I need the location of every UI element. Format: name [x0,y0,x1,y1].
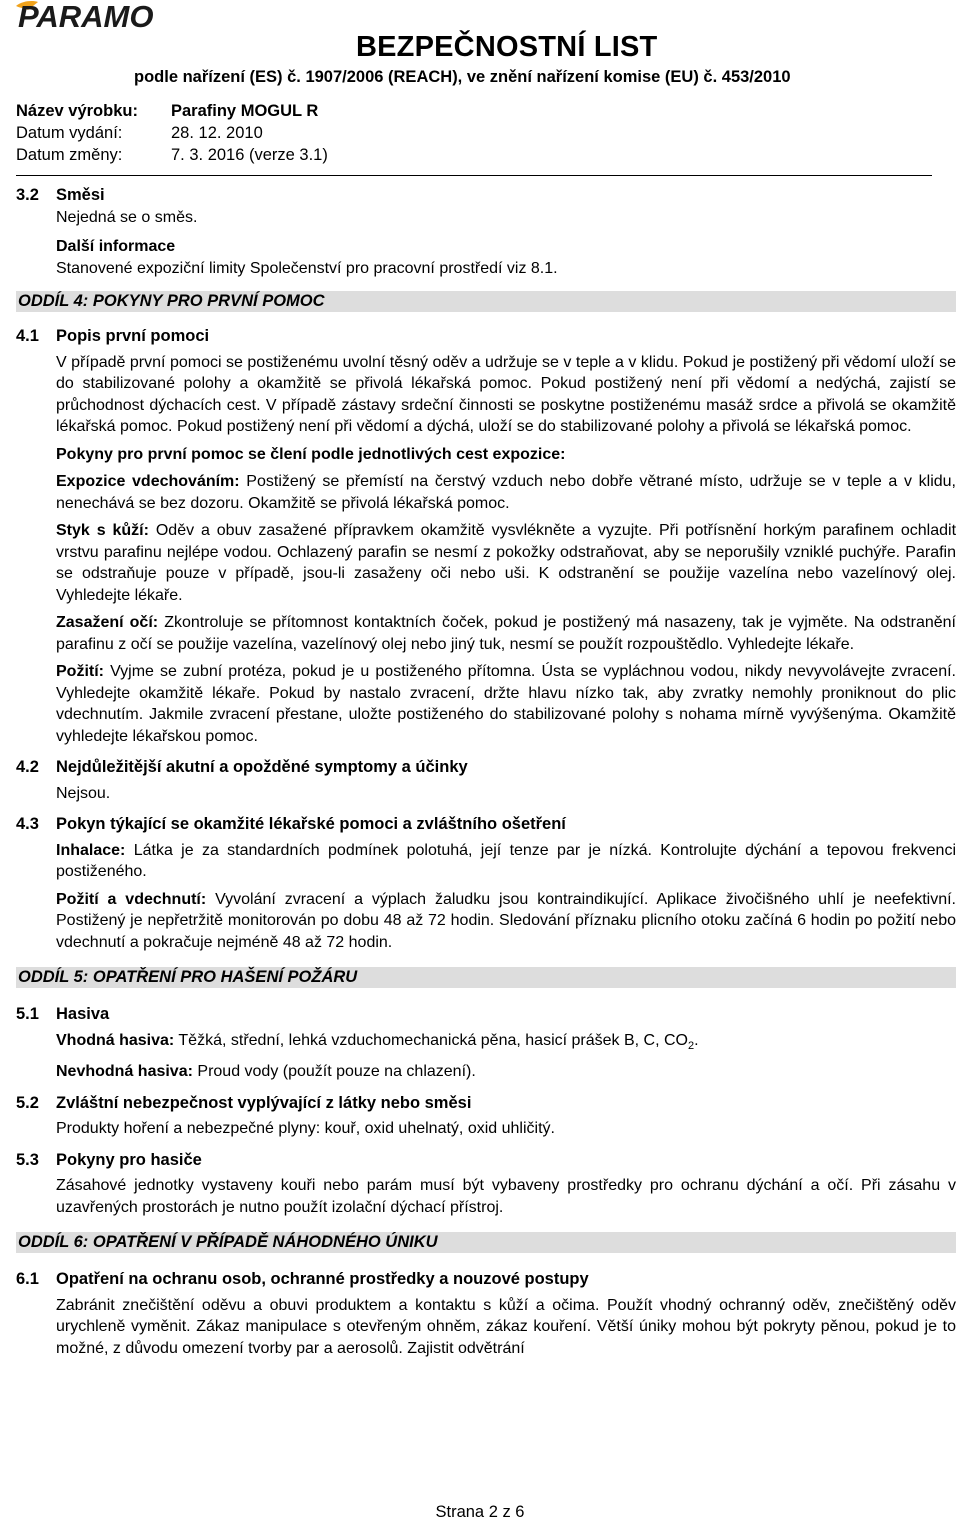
treatment-inhalation-paragraph: Inhalace: Látka je za standardních podmínek polotuhá, její tenze par je nízká. Kontrolujte dýchání a tepovou frekvenci postiženého. [56,841,957,880]
product-name-row: Název výrobku: Parafiny MOGUL R [16,102,319,120]
section-6-heading: ODDÍL 6: OPATŘENÍ V PŘÍPADĚ NÁHODNÉHO ÚNIKU [16,1232,956,1253]
exposure-routes-title: Pokyny pro první pomoc se člení podle jednotlivých cest expozice: [56,445,566,463]
additional-info-title: Další informace [56,238,176,255]
change-date-row: Datum změny: 7. 3. 2016 (verze 3.1) [16,146,328,164]
page-number: Strana 2 z 6 [435,1503,525,1521]
section-5-heading: ODDÍL 5: OPATŘENÍ PRO HAŠENÍ POŽÁRU [16,967,956,988]
issue-date-row: Datum vydání: 28. 12. 2010 [16,124,263,142]
subsection-5-2-title: 5.2 Zvláštní nebezpečnost vyplývající z látky nebo směsi [16,1093,472,1112]
subsection-3-2-text: Nejedná se o směs. [56,208,198,226]
subsection-6-1-text: Zabránit znečištění oděvu a obuvi produktem a kontaktu s kůží a očima. Použít vhodný ochranný oděv, znečištěný oděv urychleně vyměnit. Zákaz manipulace s otevřeným ohněm, zákaz kouření. Větší úniky mohou být pokryty pěnou, pokud je to možné, z důvodu omezení tvorby par a aerosolů. Zajistit odvětrání [56,1296,956,1357]
skin-contact-paragraph: Styk s kůží: Oděv a obuv zasažené přípravkem okamžitě vysvlékněte a vyzujte. Při potřísnění horkým parafinem ochladit vrstvu parafinu nejlépe vodou. Ochlazený parafin se nesmí z pokožky odstraňovat, aby se neporušily vzniklé puchýře. Parafin se odstraňuje pouze v případě, jsou-li zasaženy oči nebo uši. K odstranění se použije vazelína nebo vazelínový olej. Vyhledejte lékaře. [56,522,957,604]
inhalation-paragraph: Expozice vdechováním: Postižený se přemístí na čerstvý vzduch nebo dobře větrané místo, udržuje se v teple a v klidu, nenechává se bez dozoru. Okamžitě se přivolá lékařská pomoc. [56,473,957,512]
subsection-6-1-title: 6.1 Opatření na ochranu osob, ochranné prostředky a nouzové postupy [16,1270,589,1289]
subsection-4-3-title: 4.3 Pokyn týkající se okamžité lékařské pomoci a zvláštního ošetření [16,815,566,833]
subsection-5-3-text: Zásahové jednotky vystaveny kouři nebo parám musí být vybaveny prostředky pro ochranu dýchání a očí. Při zásahu v uzavřených prostorách je nutno použít izolační dýchací přístroj. [56,1177,956,1216]
subsection-4-1-text: V případě první pomoci se postiženému uvolní těsný oděv a udržuje se v teple a v klidu. Pokud je postižený při vědomí uloží se do stabilizované polohy a okamžitě se přivolá lékařská pomoc. Pokud postižený není při vědomí a nedýchá, zajistí se průchodnost dýchacích cest. V případě zástavy srdeční činnosti se poskytne postiženému masáž srdce a přivolá se okamžitě lékařská pomoc. Pokud postižený není při vědomí a dýchá, uloží se do stabilizované polohy a přivolá se lékařská pomoc. [56,353,956,435]
ingestion-paragraph: Požití: Vyjme se zubní protéza, pokud je u postiženého přítomna. Ústa se vypláchnou vodou, nikdy nevyvolávejte zvracení. Vyhledejte okamžitě lékaře. Pokud by nastalo zvracení, držte hlavu nízko tak, aby zvratky nemohly proniknout do plic vdechnutím. Jakmile zvracení přestane, uložte postiženého do stabilizované polohy s nohama mírně vyvýšenýma. Okamžitě vyhledejte lékařskou pomoc. [56,663,956,745]
eye-contact-paragraph: Zasažení očí: Zkontroluje se přítomnost kontaktních čoček, pokud je postižený má nasazeny, tak je vyjměte. Na odstranění parafinu z očí se použije vazelína, vazelínový olej nebo jiný tuk, nesmí se použít rozpouštědlo. Vyhledejte lékaře. [56,614,956,653]
section-4-heading: ODDÍL 4: POKYNY PRO PRVNÍ POMOC [16,291,956,312]
subsection-3-2-title: 3.2 Směsi [16,186,105,204]
unsuitable-extinguishers: Nevhodná hasiva: Proud vody (použít pouze na chlazení). [56,1063,476,1081]
subsection-4-2-title: 4.2 Nejdůležitější akutní a opožděné symptomy a účinky [16,758,468,776]
subsection-4-1-title: 4.1 Popis první pomoci [16,327,210,345]
document-title: BEZPEČNOSTNÍ LIST [356,31,658,63]
subsection-4-2-text: Nejsou. [56,784,111,802]
regulation-line: podle nařízení (ES) č. 1907/2006 (REACH), ve znění nařízení komise (EU) č. 453/2010 [134,68,791,86]
subsection-5-1-title: 5.1 Hasiva [16,1005,110,1023]
subsection-5-2-text: Produkty hoření a nebezpečné plyny: kouř, oxid uhelnatý, oxid uhličitý. [56,1120,555,1138]
header-divider [16,175,932,176]
paramo-logo [14,0,209,34]
document-body [16,185,956,1359]
subsection-5-3-title: 5.3 Pokyny pro hasiče [16,1150,202,1169]
treatment-ingestion-paragraph: Požití a vdechnutí: Vyvolání zvracení a výplach žaludku jsou kontraindikující. Aplikace živočišného uhlí je neefektivní. Postižený je nepřetržitě monitorován po dobu 48 až 72 hodin. Sledování příznaku plicního otoku začíná 6 hodin po požití nebo vdechnutí a pokračuje nejméně 48 až 72 hodin. [56,890,956,951]
svg-text:PARAMO: PARAMO [18,0,154,34]
additional-info-text: Stanovené expoziční limity Společenství pro pracovní prostředí viz 8.1. [56,259,558,277]
suitable-extinguishers: Vhodná hasiva: Těžká, střední, lehká vzduchomechanická pěna, hasicí prášek B, C, $CO_2$. [56,1031,699,1052]
